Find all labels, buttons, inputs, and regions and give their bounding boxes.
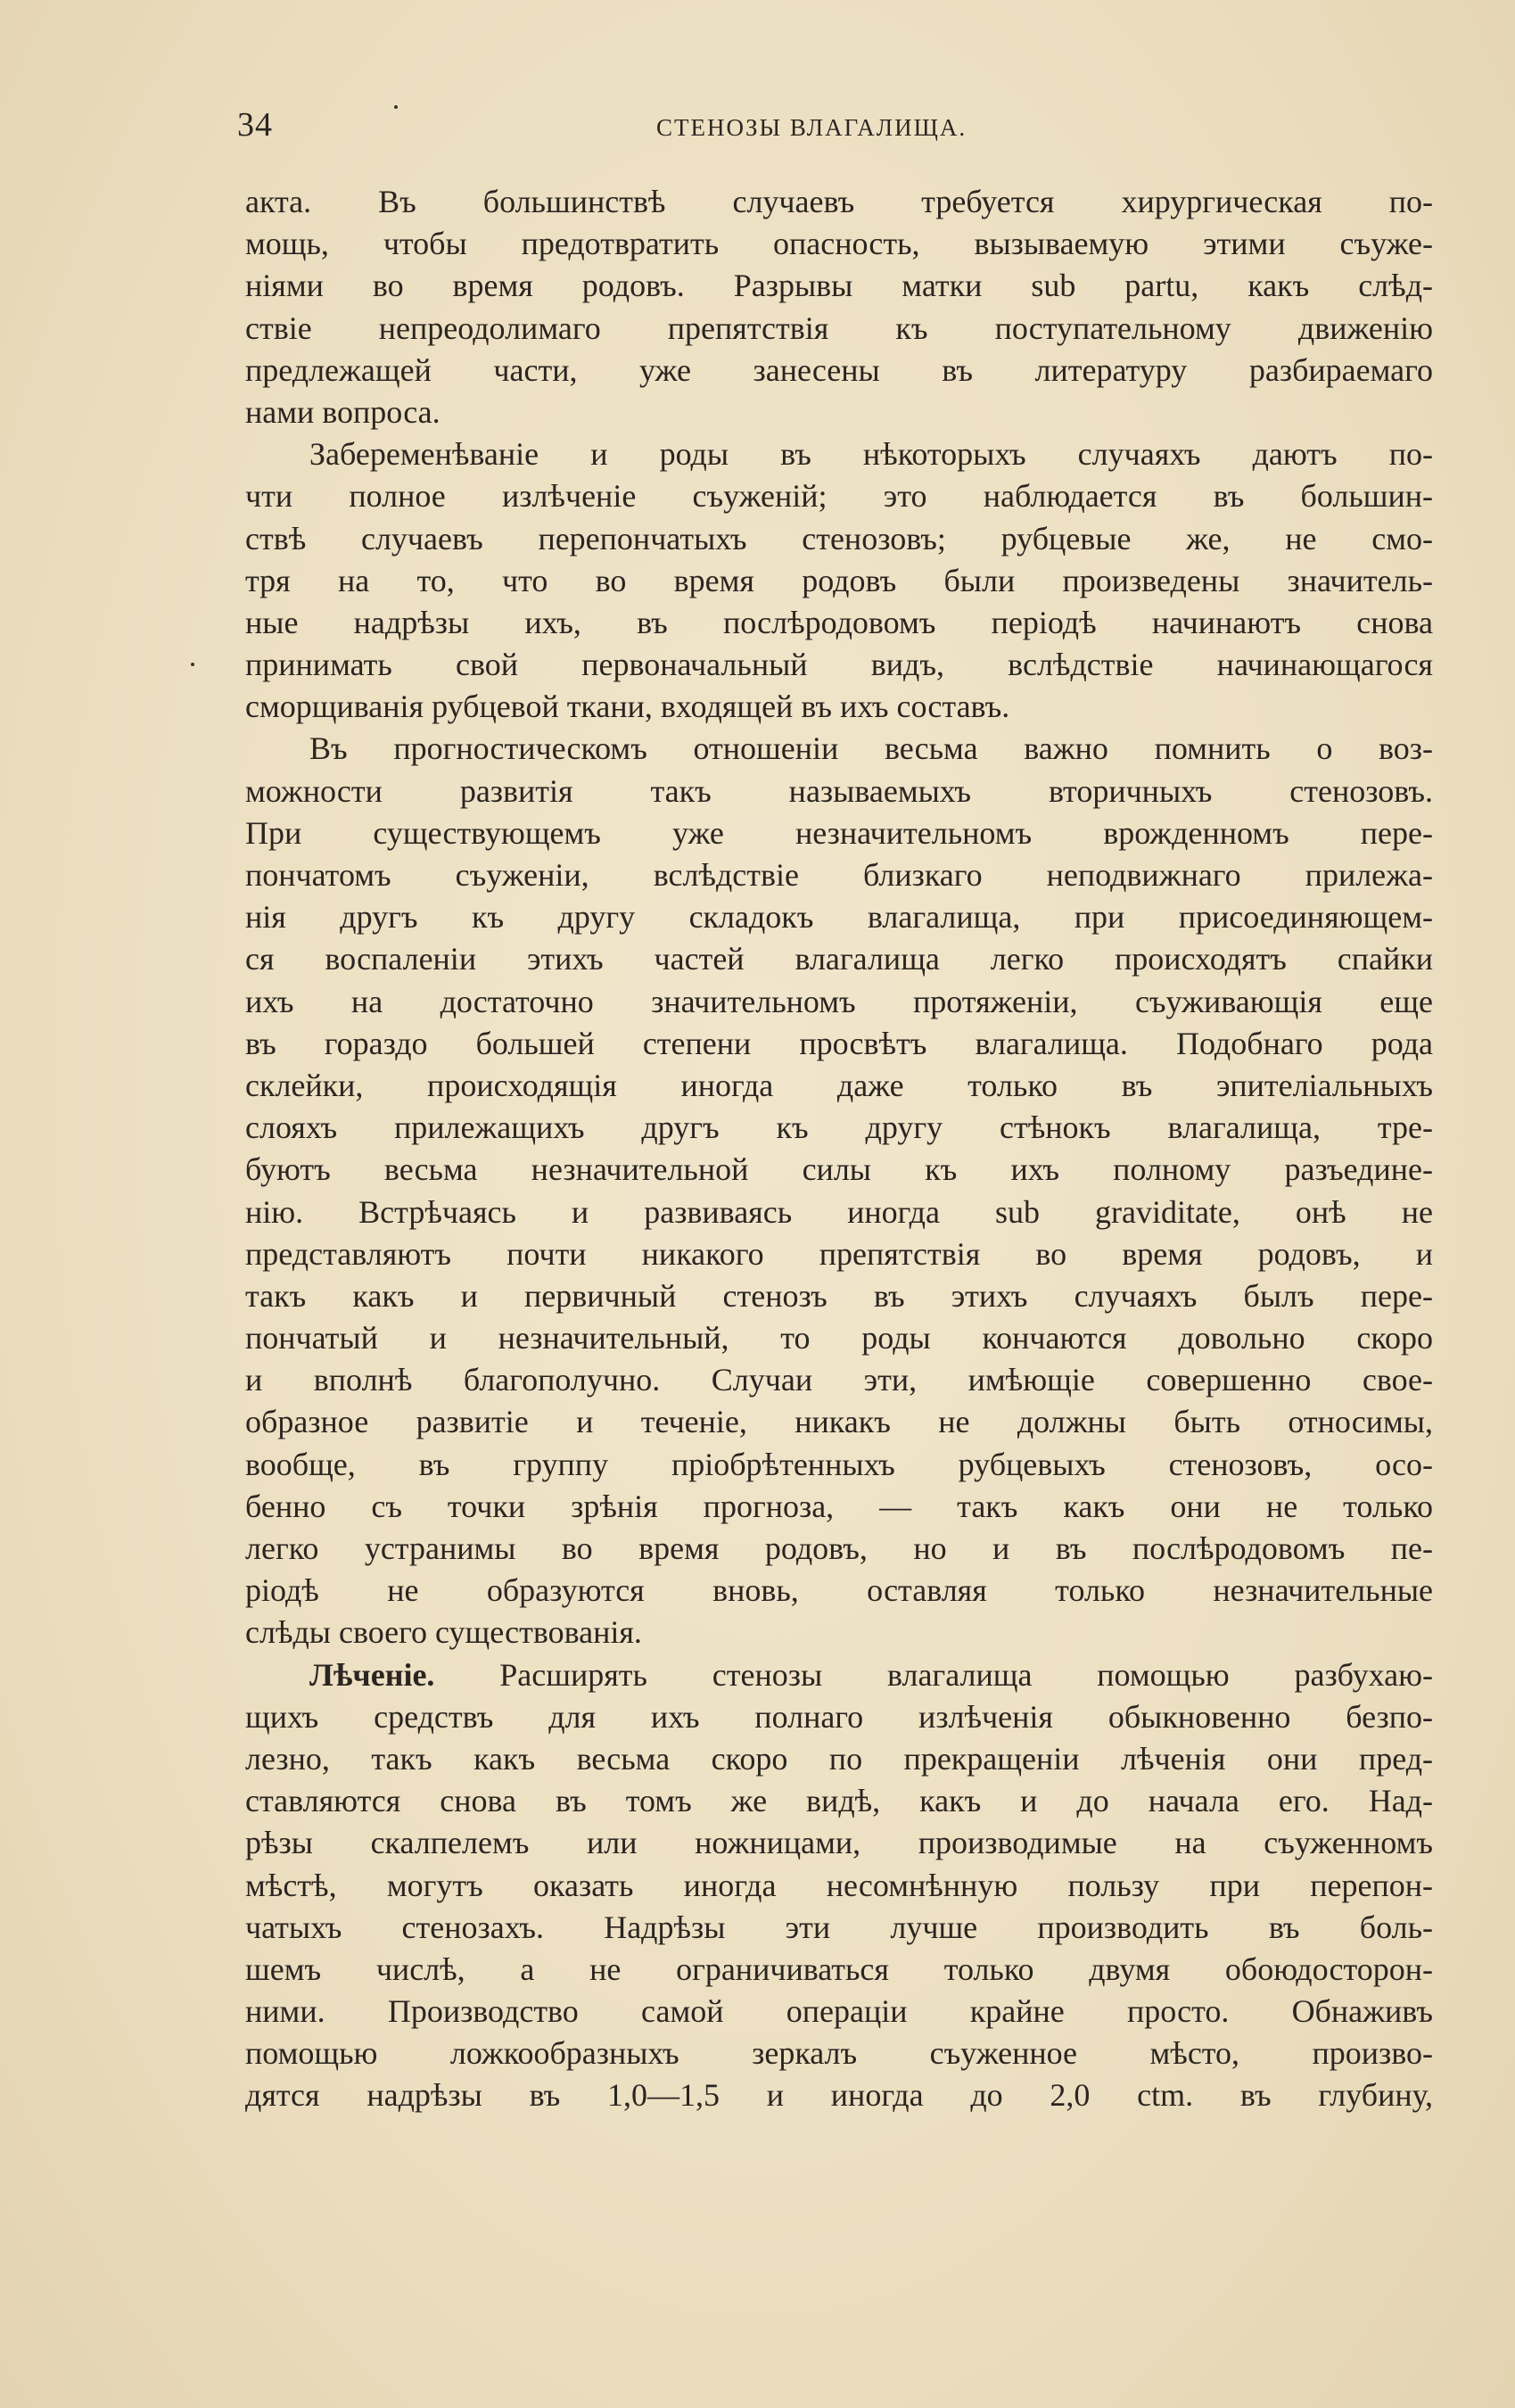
- text-line: слѣды своего существованія.: [245, 1614, 642, 1651]
- body-text: [245, 181, 1433, 2117]
- text-line: ствѣ случаевъ перепончатыхъ стенозовъ; рубцевые же, не смо-: [245, 520, 1433, 557]
- text-line: слояхъ прилежащихъ другъ къ другу стѣнокъ влагалища, тре-: [245, 1109, 1433, 1146]
- text-line: щихъ средствъ для ихъ полнаго излѣченія обыкновенно безпо-: [245, 1698, 1433, 1735]
- text-line: помощью ложкообразныхъ зеркалъ съуженное мѣсто, произво-: [245, 2035, 1433, 2072]
- text-line: ихъ на достаточно значительномъ протяженіи, съуживающія еще: [245, 983, 1433, 1019]
- text-line: ствіе непреодолимаго препятствія къ поступательному движенію: [245, 309, 1433, 346]
- text-line: ставляются снова въ томъ же видѣ, какъ и до начала его. Над-: [245, 1783, 1433, 1819]
- text-line: акта. Въ большинствѣ случаевъ требуется хирургическая по-: [245, 184, 1433, 219]
- text-line: и вполнѣ благополучно. Случаи эти, имѣющіе совершенно свое-: [245, 1362, 1433, 1398]
- text-line: можности развитія такъ называемыхъ вторичныхъ стенозовъ.: [245, 772, 1433, 809]
- text-line: шемъ числѣ, а не ограничиваться только двумя обоюдосторон-: [245, 1950, 1433, 1987]
- text-line: предлежащей части, уже занесены въ литературу разбираемаго: [245, 351, 1433, 388]
- text-line: ся воспаленіи этихъ частей влагалища легко происходятъ спайки: [245, 941, 1433, 977]
- text-line: нія другъ къ другу складокъ влагалища, при присоединяющем-: [245, 899, 1433, 936]
- text-line: рѣзы скалпелемъ или ножницами, производимые на съуженномъ: [245, 1825, 1433, 1861]
- text-fragment: Расширять стенозы влагалища помощью разбухаю-: [499, 1656, 1433, 1693]
- text-line: ними. Производство самой операціи крайне просто. Обнаживъ: [245, 1993, 1433, 2030]
- text-line: представляютъ почти никакого препятствія во время родовъ, и: [245, 1235, 1433, 1272]
- text-line: такъ какъ и первичный стенозъ въ этихъ случаяхъ былъ пере-: [245, 1277, 1433, 1314]
- text-line: При существующемъ уже незначительномъ врожденномъ пере-: [245, 814, 1433, 851]
- running-head: [237, 105, 1432, 159]
- text-line-with-heading: [245, 1654, 1433, 1696]
- running-title: СТЕНОЗЫ ВЛАГАЛИЩА.: [656, 114, 967, 141]
- text-line: мѣстѣ, могутъ оказать иногда несомнѣнную пользу при перепон-: [245, 1867, 1433, 1903]
- text-line: Въ прогностическомъ отношеніи весьма важно помнить о воз-: [309, 730, 1433, 767]
- section-heading: Лѣченіе.: [309, 1656, 435, 1693]
- text-line: Забеременѣваніе и роды въ нѣкоторыхъ случаяхъ даютъ по-: [309, 436, 1433, 473]
- text-line: тря на то, что во время родовъ были произведены значитель-: [245, 562, 1433, 598]
- text-line: вообще, въ группу пріобрѣтенныхъ рубцевыхъ стенозовъ, осо-: [245, 1446, 1433, 1482]
- text-line: нію. Встрѣчаясь и развиваясь иногда sub gravіditate, онѣ не: [245, 1193, 1433, 1230]
- page-number: 34: [237, 106, 273, 144]
- text-line: легко устранимы во время родовъ, но и въ послѣродовомъ пе-: [245, 1530, 1433, 1566]
- text-line: пончатый и незначительный, то роды кончаются довольно скоро: [245, 1320, 1433, 1357]
- text-line: чти полное излѣченіе съуженій; это наблюдается въ большин-: [245, 478, 1433, 515]
- text-line: образное развитіе и теченіе, никакъ не должны быть относимы,: [245, 1404, 1433, 1440]
- text-line: бенно съ точки зрѣнія прогноза, — такъ какъ они не только: [245, 1488, 1433, 1524]
- text-line: ніями во время родовъ. Разрывы матки sub partu, какъ слѣд-: [245, 268, 1433, 304]
- text-line: нами вопроса.: [245, 393, 441, 430]
- text-line: мощь, чтобы предотвратить опасность, вызываемую этими съуже-: [245, 226, 1433, 262]
- text-line: лезно, такъ какъ весьма скоро по прекращеніи лѣченія они пред-: [245, 1740, 1433, 1777]
- text-line: принимать свой первоначальный видъ, вслѣдствіе начинающагося: [245, 647, 1433, 683]
- text-line: чатыхъ стенозахъ. Надрѣзы эти лучше производить въ боль-: [245, 1909, 1433, 1945]
- text-line: буютъ весьма незначительной силы къ ихъ полному разъедине-: [245, 1151, 1433, 1188]
- text-line: ные надрѣзы ихъ, въ послѣродовомъ періодѣ начинаютъ снова: [245, 604, 1433, 640]
- margin-mark: [191, 663, 194, 666]
- text-line: сморщиванія рубцевой ткани, входящей въ ихъ составъ.: [245, 689, 1010, 725]
- text-line: дятся надрѣзы въ 1,0—1,5 и иногда до 2,0 ctm. въ глубину,: [245, 2077, 1433, 2114]
- text-line: въ гораздо большей степени просвѣтъ влагалища. Подобнаго рода: [245, 1025, 1433, 1061]
- text-line: склейки, происходящія иногда даже только въ эпителіальныхъ: [245, 1067, 1433, 1103]
- text-line: ріодѣ не образуются вновь, оставляя только незначительные: [245, 1572, 1433, 1609]
- text-line: пончатомъ съуженіи, вслѣдствіе близкаго неподвижнаго прилежа-: [245, 857, 1433, 893]
